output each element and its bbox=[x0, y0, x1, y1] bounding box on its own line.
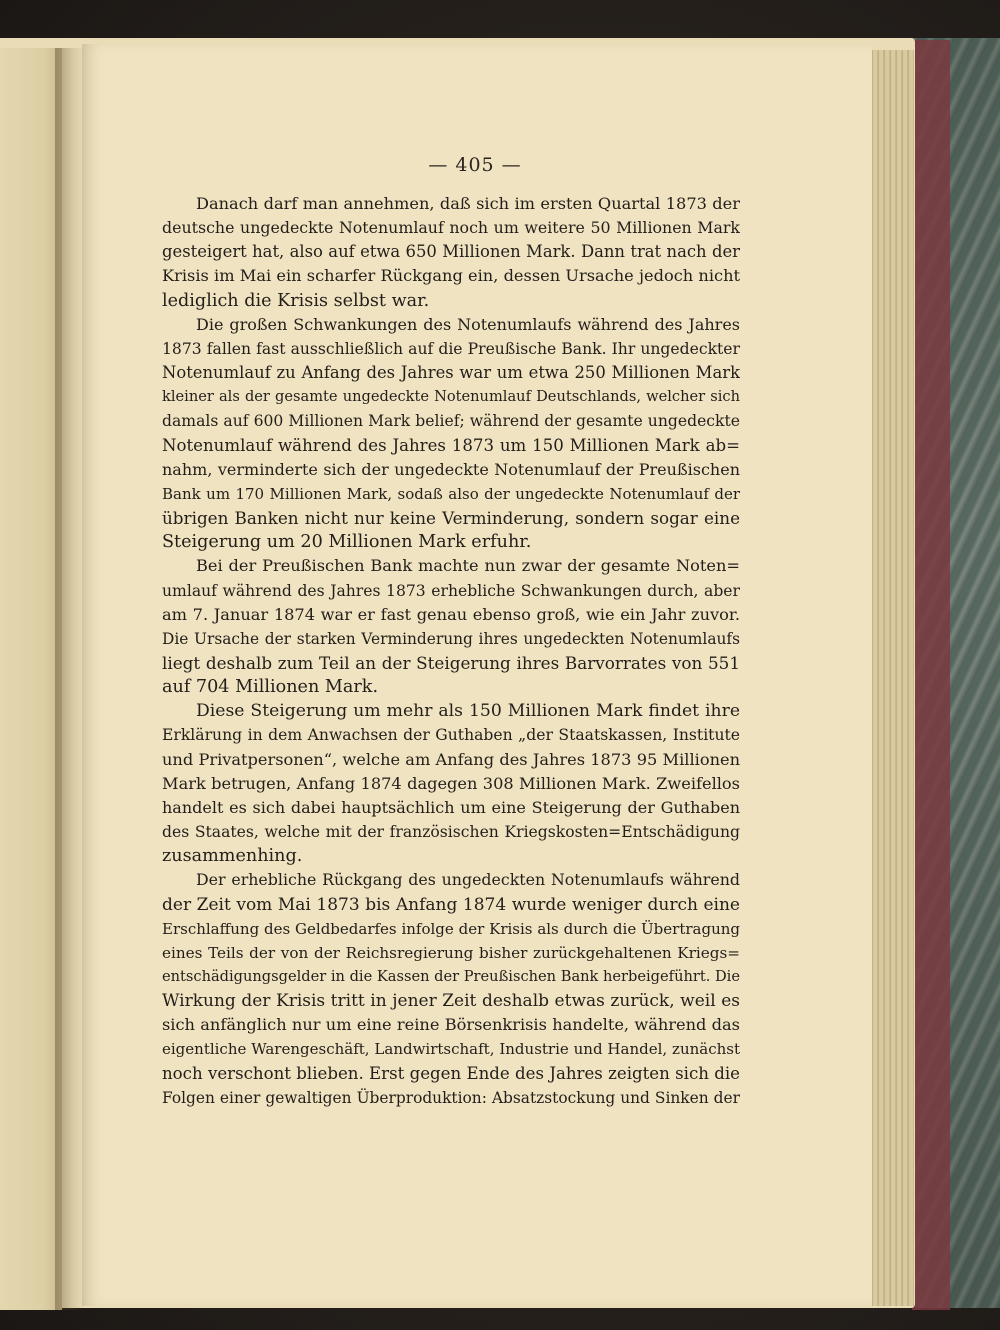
text-line: am 7. Januar 1874 war er fast genau ebenso groß, wie ein Jahr zuvor. bbox=[162, 604, 740, 624]
text-line: umlauf während des Jahres 1873 erhebliche Schwankungen durch, aber bbox=[162, 581, 740, 600]
book-page bbox=[82, 44, 872, 1306]
text-line: nahm, verminderte sich der ungedeckte Notenumlauf der Preußischen bbox=[162, 459, 740, 479]
cover-spine-edge bbox=[912, 40, 950, 1310]
text-line: damals auf 600 Millionen Mark belief; während der gesamte ungedeckte bbox=[162, 412, 740, 431]
text-line: Notenumlauf zu Anfang des Jahres war um etwa 250 Millionen Mark bbox=[162, 363, 740, 383]
paragraph bbox=[162, 192, 740, 313]
text-line: gesteigert hat, also auf etwa 650 Millionen Mark. Dann trat nach der bbox=[162, 242, 740, 262]
page-gutter bbox=[55, 48, 85, 1310]
page-fore-edge bbox=[868, 50, 914, 1306]
text-line: Wirkung der Krisis tritt in jener Zeit deshalb etwas zurück, weil es bbox=[162, 991, 740, 1012]
text-line: noch verschont blieben. Erst gegen Ende des Jahres zeigten sich die bbox=[162, 1063, 740, 1083]
text-line: Der erhebliche Rückgang des ungedeckten Notenumlaufs während bbox=[196, 870, 740, 890]
text-line: Folgen einer gewaltigen Überproduktion: Absatzstockung und Sinken der bbox=[162, 1088, 740, 1107]
text-line: Danach darf man annehmen, daß sich im ersten Quartal 1873 der bbox=[196, 194, 740, 213]
text-line: handelt es sich dabei hauptsächlich um eine Steigerung der Guthaben bbox=[162, 797, 740, 817]
text-line: sich anfänglich nur um eine reine Börsenkrisis handelte, während das bbox=[162, 1015, 740, 1035]
paragraph bbox=[162, 313, 740, 555]
page-number: — 405 — bbox=[428, 154, 522, 176]
text-line: Die Ursache der starken Verminderung ihres ungedeckten Notenumlaufs bbox=[162, 629, 740, 648]
paragraph bbox=[162, 554, 740, 699]
text-line: lediglich die Krisis selbst war. bbox=[162, 290, 430, 311]
text-line: übrigen Banken nicht nur keine Verminderung, sondern sogar eine bbox=[162, 508, 740, 529]
text-line: der Zeit vom Mai 1873 bis Anfang 1874 wurde weniger durch eine bbox=[162, 894, 740, 915]
left-page-edge bbox=[0, 48, 62, 1310]
text-line: Erklärung in dem Anwachsen der Guthaben „der Staatskassen, Institute bbox=[162, 726, 740, 745]
text-line: eines Teils der von der Reichsregierung bisher zurückgehaltenen Kriegs= bbox=[162, 943, 740, 962]
text-line: Notenumlauf während des Jahres 1873 um 150 Millionen Mark ab= bbox=[162, 435, 740, 455]
page-text bbox=[162, 192, 740, 1110]
text-line: Krisis im Mai ein scharfer Rückgang ein, dessen Ursache jedoch nicht bbox=[162, 266, 740, 286]
text-line: entschädigungsgelder in die Kassen der Preußischen Bank herbeigeführt. Die bbox=[162, 968, 740, 985]
text-line: Die großen Schwankungen des Notenumlaufs während des Jahres bbox=[196, 314, 740, 334]
text-line: Steigerung um 20 Millionen Mark erfuhr. bbox=[162, 532, 532, 553]
text-line: auf 704 Millionen Mark. bbox=[162, 677, 379, 698]
text-line: kleiner als der gesamte ungedeckte Notenumlauf Deutschlands, welcher sich bbox=[162, 388, 740, 406]
text-line: des Staates, welche mit der französischen Kriegskosten=Entschädigung bbox=[162, 823, 740, 842]
text-line: und Privatpersonen“, welche am Anfang des Jahres 1873 95 Millionen bbox=[162, 749, 740, 769]
paragraph bbox=[162, 699, 740, 868]
text-line: eigentliche Warengeschäft, Landwirtschaft, Industrie und Handel, zunächst bbox=[162, 1040, 740, 1059]
paragraph bbox=[162, 868, 740, 1110]
text-line: Erschlaffung des Geldbedarfes infolge der Krisis als durch die Übertragung bbox=[162, 919, 740, 938]
text-line: zusammenhing. bbox=[162, 846, 303, 867]
text-line: 1873 fallen fast ausschließlich auf die Preußische Bank. Ihr ungedeckter bbox=[162, 339, 740, 358]
text-line: Mark betrugen, Anfang 1874 dagegen 308 Millionen Mark. Zweifellos bbox=[162, 773, 740, 793]
text-line: Diese Steigerung um mehr als 150 Millionen Mark findet ihre bbox=[196, 701, 740, 722]
text-line: liegt deshalb zum Teil an der Steigerung ihres Barvorrates von 551 bbox=[162, 652, 740, 673]
text-line: Bei der Preußischen Bank machte nun zwar der gesamte Noten= bbox=[196, 556, 740, 576]
text-line: deutsche ungedeckte Notenumlauf noch um weitere 50 Millionen Mark bbox=[162, 218, 740, 238]
text-line: Bank um 170 Millionen Mark, sodaß also der ungedeckte Notenumlauf der bbox=[162, 484, 740, 503]
